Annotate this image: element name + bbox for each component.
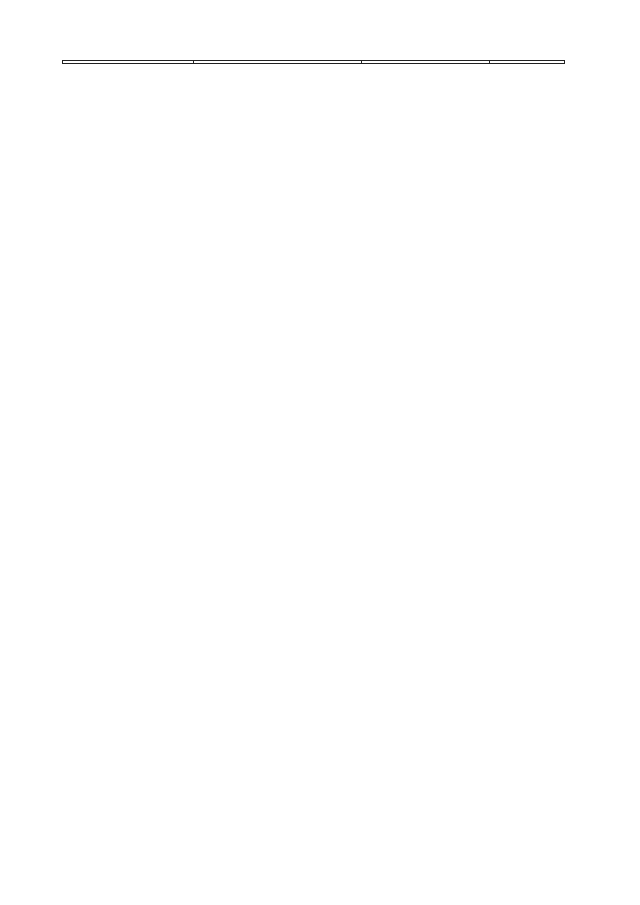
table-header-row [63, 61, 565, 64]
header-duration [362, 61, 490, 64]
header-category [490, 61, 565, 64]
tapping-duration-table [62, 60, 565, 64]
header-period [194, 61, 362, 64]
page-content [62, 58, 565, 72]
header-term [63, 61, 194, 64]
